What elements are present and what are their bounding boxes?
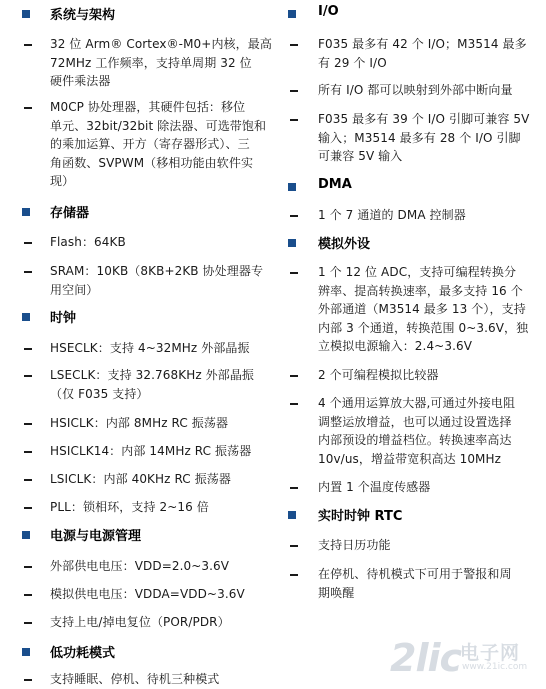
section-header xyxy=(286,505,544,529)
section-header xyxy=(286,4,544,28)
dash-bullet-icon xyxy=(24,566,32,568)
list-item-line: 用空间） xyxy=(50,282,99,297)
dash-bullet-icon xyxy=(24,594,32,596)
list-item-line: HSICLK：内部 8MHz RC 振荡器 xyxy=(50,416,229,430)
list-item-line: Flash：64KB xyxy=(50,235,126,249)
list-item-line: 10v/us，增益带宽积高达 10MHz xyxy=(318,451,502,466)
list-item-line: 有 29 个 I/O xyxy=(318,55,387,70)
dash-bullet-icon xyxy=(290,375,298,377)
list-item-text xyxy=(318,81,513,100)
dash-bullet-icon xyxy=(290,215,298,217)
section-header xyxy=(0,202,278,226)
list-item-text xyxy=(50,414,228,433)
dash-bullet-icon xyxy=(24,507,32,509)
list-item-text xyxy=(318,478,430,497)
dash-bullet-icon xyxy=(290,272,298,274)
dash-bullet-icon xyxy=(24,44,32,46)
section-title: 存储器 xyxy=(50,206,90,221)
watermark-logo-text: 2lic xyxy=(390,636,462,680)
list-item-line: 的乘加运算、开方（寄存器形式）、三 xyxy=(50,137,250,152)
list-item-text xyxy=(318,35,527,72)
list-item-line: 辨率、提高转换速率，最多支持 16 个 xyxy=(318,283,523,298)
list-item-line: 2 个可编程模拟比较器 xyxy=(318,368,439,382)
list-item-line: 单元、32bit/32bit 除法器、可选带饱和 xyxy=(50,118,267,133)
dash-bullet-icon xyxy=(24,423,32,425)
list-item-text xyxy=(50,35,272,91)
dash-bullet-icon xyxy=(290,487,298,489)
dash-bullet-icon xyxy=(24,242,32,244)
section-header xyxy=(0,525,278,549)
dash-bullet-icon xyxy=(24,479,32,481)
section-title: DMA xyxy=(318,177,352,192)
list-item-line: （仅 F035 支持） xyxy=(50,386,149,401)
list-item-line: 输入；M3514 最多有 28 个 I/O 引脚 xyxy=(318,130,521,145)
list-item-line: HSICLK14：内部 14MHz RC 振荡器 xyxy=(50,444,252,458)
list-item-line: 支持日历功能 xyxy=(318,538,391,552)
section-header xyxy=(0,642,278,666)
section-title: 电源与电源管理 xyxy=(50,529,142,544)
dash-bullet-icon xyxy=(24,348,32,350)
list-item-line: 72MHz 工作频率，支持单周期 32 位 xyxy=(50,55,252,70)
watermark-brand: 电子网 xyxy=(460,642,521,664)
list-item-text xyxy=(50,233,126,252)
list-item-line: 外部通道（M3514 最多 13 个），支持 xyxy=(318,302,526,317)
list-item-line: SRAM：10KB（8KB+2KB 协处理器专 xyxy=(50,264,264,278)
section-header xyxy=(0,4,278,28)
list-item-text xyxy=(50,442,251,461)
list-item-line: 支持睡眠、停机、待机三种模式 xyxy=(50,672,220,686)
list-item-line: HSECLK：支持 4~32MHz 外部晶振 xyxy=(50,341,250,355)
list-item-text xyxy=(318,394,515,468)
section-bullet-square-icon xyxy=(22,10,30,18)
list-item-line: 调整运放增益，也可以通过设置选择 xyxy=(318,414,512,429)
section-title: 系统与架构 xyxy=(50,8,116,23)
section-title: 模拟外设 xyxy=(318,237,371,252)
list-item-line: 现） xyxy=(50,174,75,189)
dash-bullet-icon xyxy=(24,622,32,624)
dash-bullet-icon xyxy=(290,574,298,576)
list-item-text xyxy=(50,366,254,403)
list-item-text xyxy=(50,557,229,576)
list-item-line: 期唤醒 xyxy=(318,585,355,600)
list-item-line: F035 最多有 39 个 I/O 引脚可兼容 5V xyxy=(318,112,530,126)
section-header xyxy=(286,177,544,201)
section-title: 时钟 xyxy=(50,311,77,326)
list-item-line: 1 个 7 通道的 DMA 控制器 xyxy=(318,208,466,222)
dash-bullet-icon xyxy=(24,107,32,109)
list-item-text xyxy=(318,536,391,555)
section-header xyxy=(286,233,544,257)
list-item-text xyxy=(318,565,512,602)
list-item-line: 支持上电/掉电复位（POR/PDR） xyxy=(50,615,230,629)
dash-bullet-icon xyxy=(24,271,32,273)
section-bullet-square-icon xyxy=(22,531,30,539)
section-bullet-square-icon xyxy=(22,313,30,321)
list-item-line: 外部供电电压：VDD=2.0~3.6V xyxy=(50,559,230,573)
watermark-logo xyxy=(390,636,540,680)
list-item-line: 内部预设的增益档位。转换速率高达 xyxy=(318,433,512,448)
list-item-line: PLL：锁相环，支持 2~16 倍 xyxy=(50,500,209,514)
list-item-line: 硬件乘法器 xyxy=(50,74,111,89)
dash-bullet-icon xyxy=(24,375,32,377)
list-item-line: 1 个 12 位 ADC，支持可编程转换分 xyxy=(318,265,517,279)
section-bullet-square-icon xyxy=(288,239,296,247)
section-bullet-square-icon xyxy=(288,10,296,18)
list-item-text xyxy=(50,470,231,489)
section-bullet-square-icon xyxy=(22,648,30,656)
dash-bullet-icon xyxy=(290,545,298,547)
dash-bullet-icon xyxy=(290,403,298,405)
list-item-line: 4 个通用运算放大器,可通过外接电阻 xyxy=(318,396,516,410)
section-bullet-square-icon xyxy=(288,183,296,191)
section-bullet-square-icon xyxy=(288,511,296,519)
list-item-line: 立模拟电源输入：2.4~3.6V xyxy=(318,339,473,354)
list-item-line: 所有 I/O 都可以映射到外部中断向量 xyxy=(318,83,513,97)
dash-bullet-icon xyxy=(24,451,32,453)
list-item-text xyxy=(50,98,266,191)
dash-bullet-icon xyxy=(290,119,298,121)
list-item-line: 在停机、待机模式下可用于警报和周 xyxy=(318,567,512,581)
list-item-text xyxy=(50,339,250,358)
list-item-line: 32 位 Arm® Cortex®-M0+内核，最高 xyxy=(50,37,272,51)
section-title: 低功耗模式 xyxy=(50,646,116,661)
dash-bullet-icon xyxy=(290,90,298,92)
section-title: 实时时钟 RTC xyxy=(318,509,403,524)
watermark-url: www.21ic.com xyxy=(462,662,528,672)
dash-bullet-icon xyxy=(290,44,298,46)
list-item-line: LSECLK：支持 32.768KHz 外部晶振 xyxy=(50,368,255,382)
list-item-text xyxy=(318,110,529,166)
section-title: I/O xyxy=(318,4,339,19)
list-item-line: 可兼容 5V 输入 xyxy=(318,149,403,164)
list-item-line: LSICLK：内部 40KHz RC 振荡器 xyxy=(50,472,231,486)
list-item-line: 内部 3 个通道，转换范围 0~3.6V，独 xyxy=(318,320,529,335)
list-item-line: 角函数、SVPWM（移相功能由软件实 xyxy=(50,155,254,170)
list-item-text xyxy=(50,498,209,517)
list-item-text xyxy=(50,262,263,299)
list-item-text xyxy=(318,366,439,385)
list-item-text xyxy=(318,206,466,225)
list-item-line: 模拟供电电压：VDDA=VDD~3.6V xyxy=(50,587,245,601)
list-item-line: F035 最多有 42 个 I/O；M3514 最多 xyxy=(318,37,527,51)
list-item-line: 内置 1 个温度传感器 xyxy=(318,480,431,494)
section-header xyxy=(0,307,278,331)
list-item-text xyxy=(50,613,230,632)
list-item-line: M0CP 协处理器，其硬件包括：移位 xyxy=(50,100,246,114)
section-bullet-square-icon xyxy=(22,208,30,216)
dash-bullet-icon xyxy=(24,679,32,681)
list-item-text xyxy=(50,585,245,604)
list-item-text xyxy=(318,263,528,356)
